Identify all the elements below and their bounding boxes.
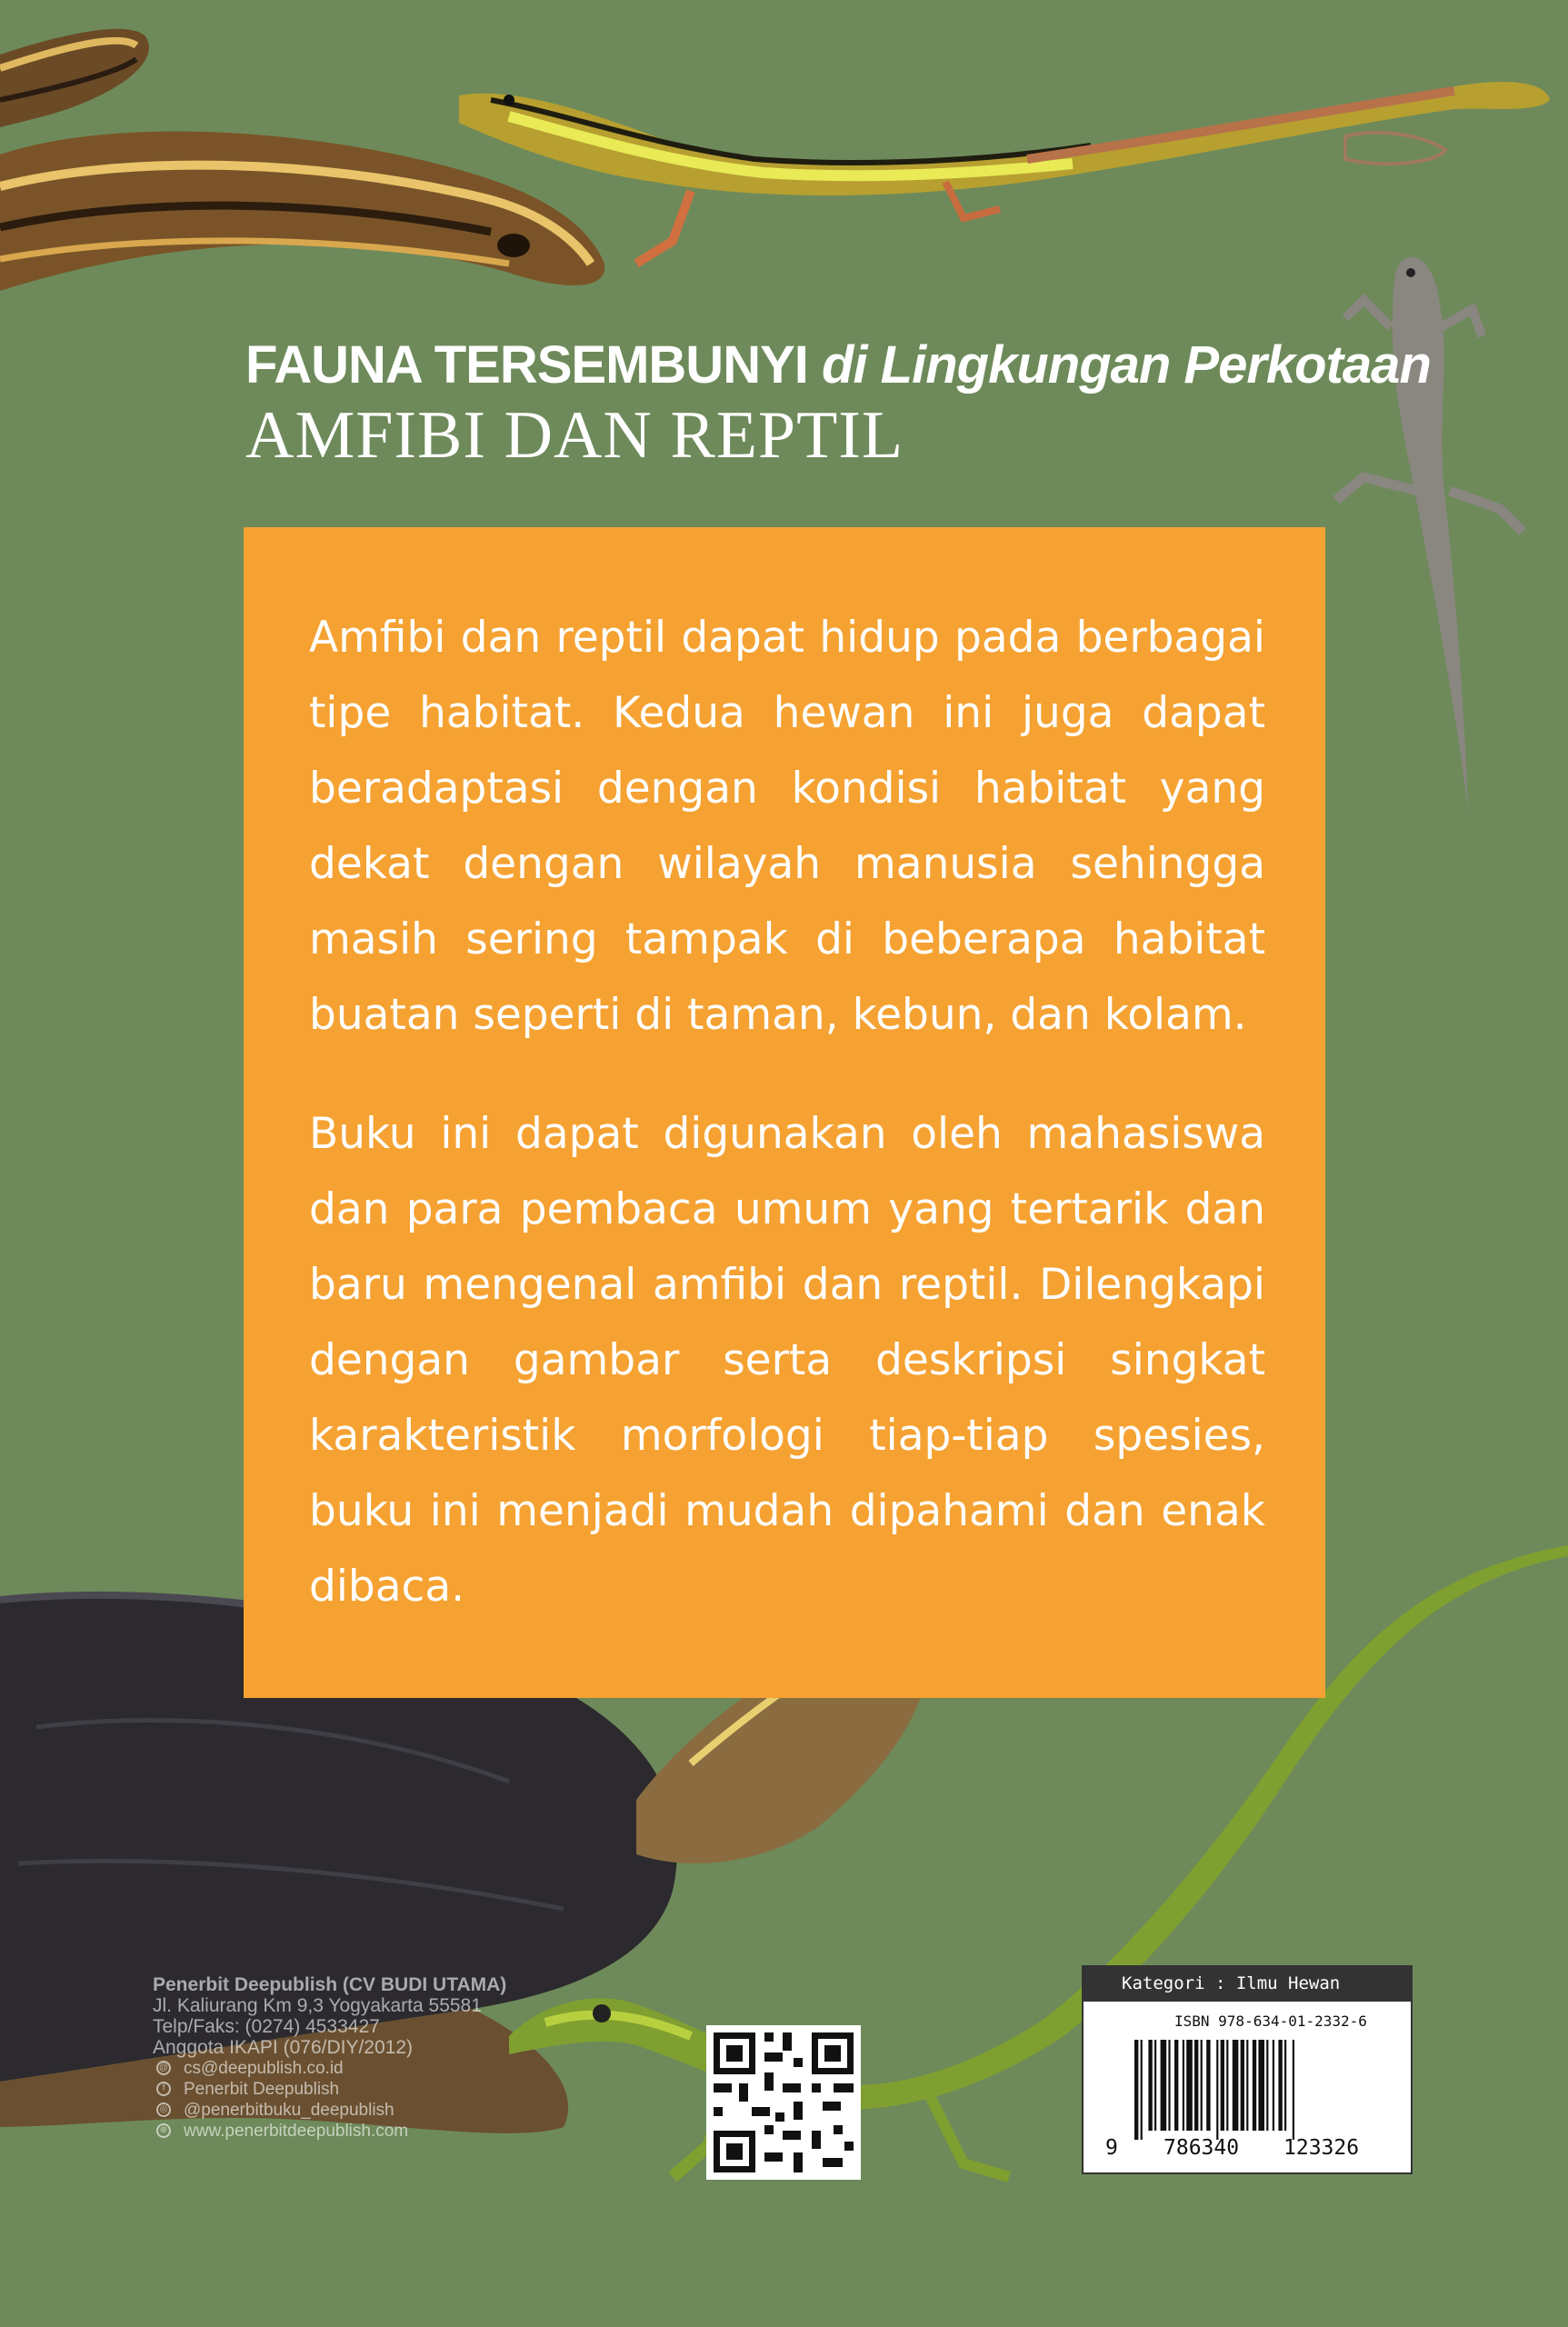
blurb-paragraph-2: Buku ini dapat digunakan oleh mahasiswa dan para pembaca umum yang tertarik dan baru mengenal amfibi dan reptil. Dilengkapi dengan gambar serta deskripsi singkat karakteristik morfologi tiap-tiap spesies, buku ini menjadi mudah dipahami dan enak dibaca. xyxy=(309,1109,1265,1612)
publisher-website[interactable] xyxy=(153,2121,506,2142)
publisher-email[interactable] xyxy=(153,2058,506,2079)
barcode-digit-lead: 9 xyxy=(1105,2136,1118,2160)
category-label: Kategori : Ilmu Hewan xyxy=(1082,1965,1413,2002)
publisher-facebook-text: Penerbit Deepublish xyxy=(184,2080,340,2099)
publisher-instagram-text: @penerbitbuku_deepublish xyxy=(184,2101,394,2120)
barcode-bars xyxy=(1134,2040,1362,2140)
book-title-italic: di Lingkungan Perkotaan xyxy=(822,335,1431,394)
barcode-body xyxy=(1082,2002,1413,2174)
title-block xyxy=(245,335,1431,474)
book-subtitle: AMFIBI DAN REPTIL xyxy=(245,398,904,473)
book-title xyxy=(245,335,1431,395)
blurb-box xyxy=(244,527,1325,1698)
email-icon: @ xyxy=(156,2061,171,2075)
isbn-text: ISBN 978-634-01-2332-6 xyxy=(1174,2012,1367,2030)
book-title-bold: FAUNA TERSEMBUNYI xyxy=(245,335,808,394)
blurb-text xyxy=(309,600,1265,1668)
publisher-website-text: www.penerbitdeepublish.com xyxy=(184,2122,409,2141)
globe-icon: ⊕ xyxy=(156,2123,171,2138)
facebook-icon: f xyxy=(156,2082,171,2096)
publisher-name: Penerbit Deepublish (CV BUDI UTAMA) xyxy=(153,1974,507,1995)
snake-illustration xyxy=(0,29,604,291)
barcode-digits-right: 123326 xyxy=(1283,2136,1360,2160)
instagram-icon: ◎ xyxy=(156,2102,171,2117)
barcode-digits-left: 786340 xyxy=(1164,2136,1240,2160)
publisher-instagram[interactable] xyxy=(153,2100,506,2121)
qr-code-icon xyxy=(706,2025,861,2180)
publisher-facebook[interactable] xyxy=(153,2079,506,2100)
publisher-email-text: cs@deepublish.co.id xyxy=(184,2059,344,2078)
publisher-colophon xyxy=(153,1974,506,2142)
publisher-phone: Telp/Faks: (0274) 4533427 xyxy=(153,2016,380,2037)
grass-lizard-illustration xyxy=(459,82,1550,264)
isbn-barcode-panel xyxy=(1082,1965,1413,2174)
publisher-address: Jl. Kaliurang Km 9,3 Yogyakarta 55581 xyxy=(153,1995,482,2016)
qr-code[interactable] xyxy=(706,2025,861,2180)
publisher-membership: Anggota IKAPI (076/DIY/2012) xyxy=(153,2037,414,2058)
blurb-paragraph-1: Amfibi dan reptil dapat hidup pada berbagai tipe habitat. Kedua hewan ini juga dapat beradaptasi dengan kondisi habitat yang dekat dengan wilayah manusia sehingga masih sering tampak di beberapa habitat buatan seperti di taman, kebun, dan kolam. xyxy=(309,613,1265,1040)
